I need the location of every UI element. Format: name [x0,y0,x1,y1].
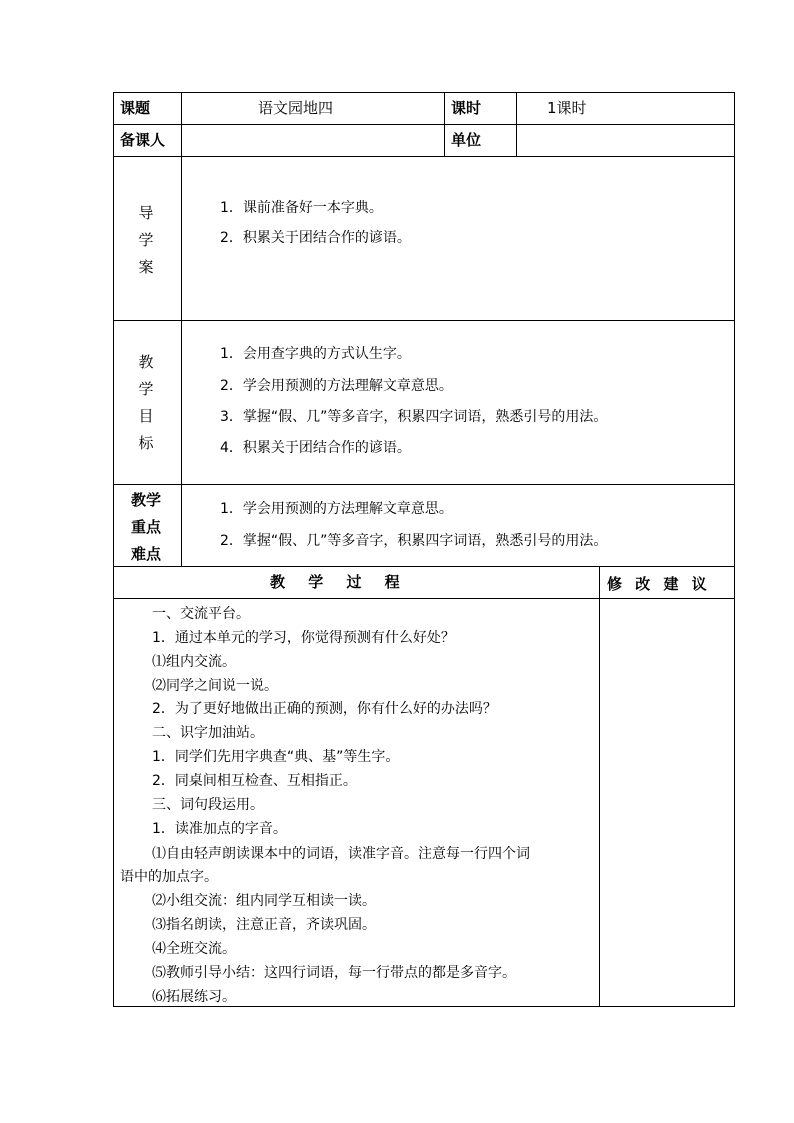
topic-label: 课题 [120,99,151,117]
guide-label-char: 案 [138,258,154,276]
hours-label: 课时 [451,99,482,117]
process-line: 2．为了更好地做出正确的预测，你有什么好的办法吗？ [152,701,497,717]
process-line: ⑴自由轻声朗读课本中的词语，读准字音。注意每一行四个词 [152,846,530,862]
goal-item: 1．会用查字典的方式认生字。 [220,346,411,362]
col-divider-hours-value [516,92,517,156]
goal-item: 2．学会用预测的方法理解文章意思。 [220,378,453,394]
suggestion-header: 修 改 建 议 [607,575,711,593]
table-border-right [734,92,735,1007]
process-line: ⑶指名朗读，注意正音，齐读巩固。 [152,917,376,933]
goals-label-char: 教 [138,353,154,371]
row-divider-3 [113,320,735,321]
guide-label-char: 学 [138,231,154,249]
topic-value: 语文园地四 [258,99,334,117]
process-line: 1．通过本单元的学习，你觉得预测有什么好处？ [152,630,455,646]
goals-label-char: 目 [138,407,154,425]
row-divider-4 [113,484,735,485]
goal-item: 4．积累关于团结合作的谚语。 [220,440,411,456]
goals-label [113,349,179,457]
process-header: 教 学 过 程 [270,573,409,591]
unit-label: 单位 [451,131,482,149]
process-line: 三、词句段运用。 [152,797,264,813]
guide-label-char: 导 [138,204,154,222]
guide-label [113,200,179,281]
table-border-bottom [113,1006,735,1007]
goal-item: 3．掌握“假、几”等多音字，积累四字词语，熟悉引号的用法。 [220,409,608,425]
keypoints-label-line: 教学 [130,491,161,509]
col-divider-label [181,92,182,566]
col-divider-hours-label [444,92,445,156]
col-divider-suggestion [599,566,600,1006]
keypoint-item: 2．掌握“假、几”等多音字，积累四字词语，熟悉引号的用法。 [220,533,608,549]
process-line: ⑴组内交流。 [152,654,236,670]
process-line: ⑵小组交流：组内同学互相读一读。 [152,893,376,909]
keypoint-item: 1．学会用预测的方法理解文章意思。 [220,501,453,517]
process-line: ⑹拓展练习。 [152,989,236,1005]
goals-label-char: 标 [138,434,154,452]
goals-label-char: 学 [138,380,154,398]
table-border-top [113,92,735,93]
row-divider-5 [113,566,735,567]
guide-item: 1．课前准备好一本字典。 [220,200,383,216]
process-line: 2．同桌间相互检查、互相指正。 [152,773,357,789]
process-line: 语中的加点字。 [120,869,218,885]
row-divider-2 [113,156,735,157]
row-divider-1 [113,124,735,125]
process-line: ⑷全班交流。 [152,941,236,957]
preparer-label: 备课人 [120,131,166,149]
process-line: ⑸教师引导小结：这四行词语，每一行带点的都是多音字。 [152,965,516,981]
keypoints-label [113,487,179,568]
guide-item: 2．积累关于团结合作的谚语。 [220,230,411,246]
process-line: 1．同学们先用字典查“典、基”等生字。 [152,749,400,765]
process-line: 1．读准加点的字音。 [152,821,287,837]
keypoints-label-line: 难点 [130,545,161,563]
hours-value: 1课时 [547,99,587,117]
process-line: 二、识字加油站。 [152,725,264,741]
process-line: ⑵同学之间说一说。 [152,678,278,694]
keypoints-label-line: 重点 [130,518,161,536]
process-line: 一、交流平台。 [152,606,250,622]
row-divider-6 [113,598,735,599]
